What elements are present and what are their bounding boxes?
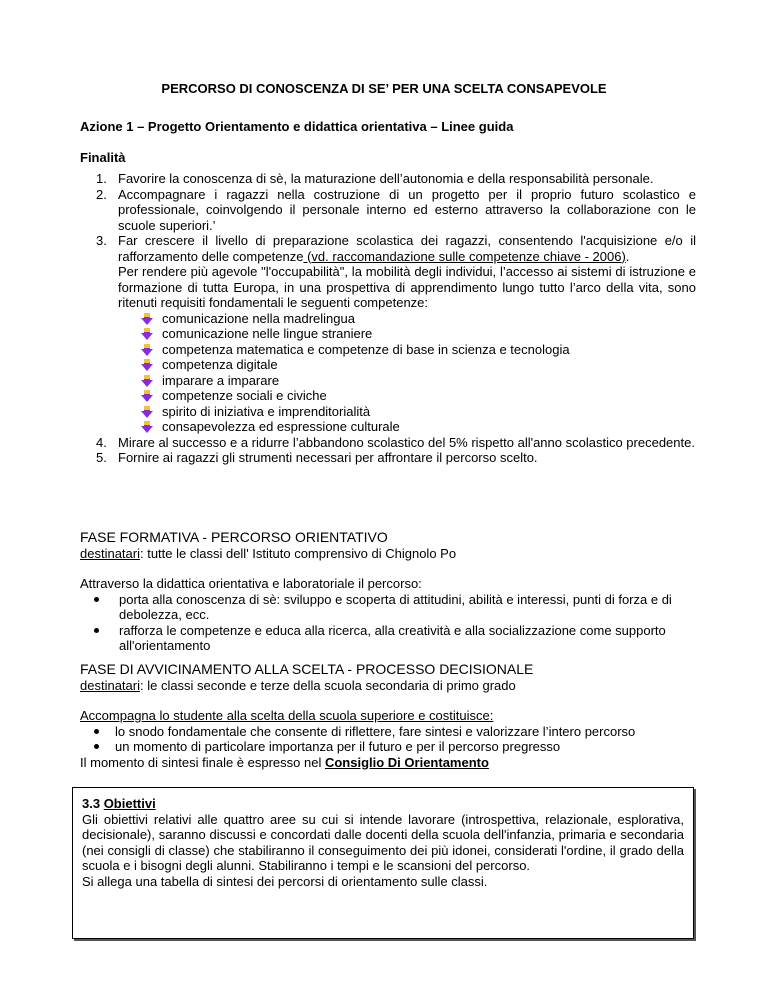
list-item: porta alla conoscenza di sè: sviluppo e scoperta di attitudini, abilità e interessi, punti di forza e di debolezza, ecc. [80, 592, 700, 623]
down-arrow-icon [140, 313, 154, 325]
fase-formativa-bullets [80, 592, 700, 654]
list-item: comunicazione nella madrelingua [136, 311, 696, 327]
fase-formativa-destinatari: destinatari: tutte le classi dell' Istituto comprensivo di Chignolo Po [80, 545, 457, 561]
azione-heading: Azione 1 – Progetto Orientamento e didattica orientativa – Linee guida [80, 119, 514, 134]
list-item: competenza matematica e competenze di base in scienza e tecnologia [136, 342, 696, 358]
list-item: imparare a imparare [136, 373, 696, 389]
obiettivi-text-2: Si allega una tabella di sintesi dei percorsi di orientamento sulle classi. [82, 873, 488, 889]
fase-formativa-intro: Attraverso la didattica orientativa e laboratoriale il percorso: [80, 576, 422, 591]
fase-avvicinamento-title: FASE DI AVVICINAMENTO ALLA SCELTA - PROCESSO DECISIONALE [80, 661, 534, 677]
down-arrow-icon [140, 390, 154, 402]
bullet-icon [94, 729, 99, 734]
list-item: competenza digitale [136, 357, 696, 373]
finalita-item-2: 2. Accompagnare i ragazzi nella costruzione di un progetto per il proprio futuro scolastico e professionale, coinvolgendo il personale interno ed esterno attraverso la collaborazione con le scuole superiori.’ [96, 186, 696, 233]
bullet-icon [94, 597, 99, 602]
finalita-item-1: 1. Favorire la conoscenza di sè, la maturazione dell’autonomia e della responsabilità personale. [96, 171, 654, 186]
list-item: rafforza le competenze e educa alla ricerca, alla creatività e alla socializzazione come supporto all'orientamento [80, 623, 700, 654]
list-item: un momento di particolare importanza per il futuro e per il percorso pregresso [80, 739, 700, 755]
list-item: lo snodo fondamentale che consente di riflettere, fare sintesi e valorizzare l’intero percorso [80, 724, 700, 740]
competenze-intro: Per rendere più agevole "l'occupabilità", la mobilità degli individui, l’accesso ai sistemi di istruzione e formazione di tutta Europa, in una prospettiva di apprendimento lungo tutto l’arco della vita, sono ritenuti requisiti fondamentali le seguenti competenze: [118, 264, 696, 310]
fase-avvicinamento-destinatari: destinatari: le classi seconde e terze della scuola secondaria di primo grado [80, 677, 516, 693]
down-arrow-icon [140, 421, 154, 433]
finalita-list [96, 171, 696, 466]
fase-avvicinamento-intro: Accompagna lo studente alla scelta della scuola superiore e costituisce: [80, 708, 494, 723]
fase-avvicinamento-bullets [80, 724, 700, 755]
list-item: consapevolezza ed espressione culturale [136, 419, 696, 435]
bullet-icon [94, 628, 99, 633]
finalita-item-4: 4. Mirare al successo e a ridurre l’abbandono scolastico del 5% rispetto all'anno scolastico precedente. [96, 434, 695, 450]
fase-formativa-title: FASE FORMATIVA - PERCORSO ORIENTATIVO [80, 529, 388, 545]
bullet-icon [94, 744, 99, 749]
down-arrow-icon [140, 344, 154, 356]
finalita-item-3: 3. Far crescere il livello di preparazione scolastica dei ragazzi, consentendo l'acquisizione e/o il rafforzamento delle competenze (vd. raccomandazione sulle competenze chiave - 2006). Per rendere più agevole "l'occupabilità", la mobilità degli individui, l’accesso ai sistemi di istruzione e formazione di tutta Europa, in una prospettiva di apprendimento lungo tutto l’arco della vita, sono ritenuti requisiti fondamentali le seguenti competenze: comunicazione nella madrelingua comunicazione nelle lingue straniere competenza matematica e competenze di base in scienza e tecnologia competenza digitale imparare a imparare competenze sociali e civiche spirito di iniziativa e imprenditorialità consapevolezza ed espressione culturale [96, 233, 696, 434]
down-arrow-icon [140, 328, 154, 340]
competenze-list [118, 311, 696, 435]
down-arrow-icon [140, 359, 154, 371]
fase-formativa-section [80, 530, 700, 654]
down-arrow-icon [140, 406, 154, 418]
list-item: comunicazione nelle lingue straniere [136, 326, 696, 342]
list-item: competenze sociali e civiche [136, 388, 696, 404]
finalita-heading: Finalità [80, 150, 126, 165]
consiglio-line: Il momento di sintesi finale è espresso nel Consiglio Di Orientamento [80, 754, 489, 770]
document-title: PERCORSO DI CONOSCENZA DI SE’ PER UNA SCELTA CONSAPEVOLE [161, 81, 607, 96]
down-arrow-icon [140, 375, 154, 387]
obiettivi-text: Gli obiettivi relativi alle quattro aree su cui si intende lavorare (introspettiva, relazionale, esplorativa, decisionale), saranno discussi e concordati dalle docenti della scuola dell'infanzia, primaria e secondaria (nei consigli di classe) che stabiliranno il conseguimento dei più idonei, considerati l'ordine, il grado della scuola e i bisogni degli alunni. Stabiliranno i tempi e le scansioni del percorso. [82, 811, 684, 873]
raccomandazione-link[interactable]: (vd. raccomandazione sulle competenze chiave - 2006) [303, 248, 626, 264]
obiettivi-box [72, 787, 694, 939]
consiglio-orientamento: Consiglio Di Orientamento [324, 754, 489, 770]
fase-avvicinamento-section [80, 662, 700, 770]
obiettivi-heading: 3.3 Obiettivi [82, 796, 156, 811]
finalita-item-5: 5. Fornire ai ragazzi gli strumenti necessari per affrontare il percorso scelto. [96, 450, 538, 465]
list-item: spirito di iniziativa e imprenditorialità [136, 404, 696, 420]
